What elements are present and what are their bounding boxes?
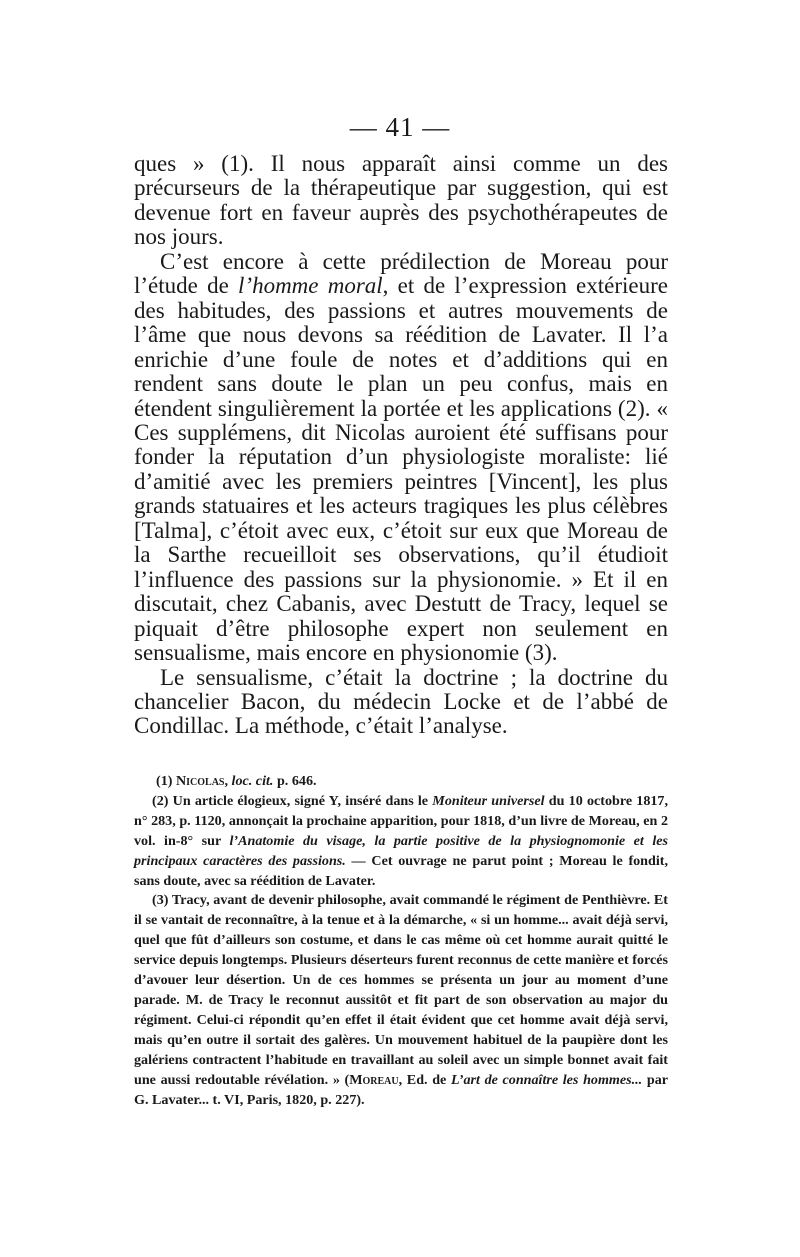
footnote-2 (134, 792, 668, 892)
paragraph-1: ques » (1). Il nous apparaît ainsi comme un des précurseurs de la thérapeutique par suggestion, qui est devenue fort en faveur auprès des psychothérapeutes de nos jours. (134, 151, 668, 250)
footnote-3-author: Moreau (349, 1071, 399, 1088)
footnote-1-marker: (1) (156, 773, 176, 789)
footnote-3-text-a: (3) Tracy, avant de devenir philosophe, avait commandé le régiment de Penthièvre. Et il se vantait de reconnaître, à la tenue et à la démarche, « si un homme... avait déjà servi, quel que fût d’ailleurs son costume, et dans le cas même où cet homme aurait quitté le service depuis longtemps. Plusieurs déserteurs furent reconnus de cette manière et forcés d’avouer leur désertion. Un de ces hommes se présenta un jour au moment d’une parade. M. de Tracy le reconnut aussitôt et fit part de son observation au major du régiment. Celui-ci répondit qu’en effet il était évident que cet homme avait déjà servi, mais qu’en outre il sortait des galères. Un mouvement habituel de la paupière dont les galériens contractent l’habitude en travaillant au soleil avec un simple bonnet avait fait une aussi redoutable révélation. » ( (134, 892, 668, 1088)
footnote-1-author: Nicolas, (175, 773, 229, 789)
footnote-2-text-c: — Cet ouvrage ne parut point ; Moreau le fondit, sans doute, avec sa réédition de Lavater. (134, 852, 668, 889)
footnote-1-ref: loc. cit. (231, 773, 274, 789)
footnote-2-text-b: du 10 octobre 1817, n° 283, p. 1120, annonçait la prochaine apparition, pour 1818, d’un livre de Moreau, en 2 vol. in-8° sur (134, 792, 668, 849)
footnote-3-italic: L’art de connaître les hommes... (450, 1071, 643, 1088)
paragraph-2 (134, 250, 668, 666)
paragraph-2-text-a: C’est encore à cette prédilection de Moreau pour l’étude de (134, 248, 668, 299)
footnote-1 (134, 772, 668, 792)
page-number: — 41 — (349, 112, 451, 142)
footnote-2-italic-a: Moniteur universel (432, 792, 545, 809)
footnote-1-page: p. 646. (273, 773, 317, 789)
footnotes (134, 772, 668, 1110)
footnote-3-text-c: par G. Lavater... t. VI, Paris, 1820, p. 227). (134, 1071, 668, 1108)
footnote-3 (134, 891, 668, 1110)
footnote-2-text-a: (2) Un article élogieux, signé Y, inséré dans le (152, 792, 433, 809)
paragraph-3: Le sensualisme, c’était la doctrine ; la doctrine du chancelier Bacon, du médecin Locke et de l’abbé de Condillac. La méthode, c’était l’analyse. (134, 664, 668, 739)
paragraph-2-text-b: , et de l’expression extérieure des habitudes, des passions et autres mouvements de l’âme que nous devons sa réédition de Lavater. Il l’a enrichie d’une foule de notes et d’additions qui en rendent sans doute le plan un peu confus, mais en étendent singulièrement la portée et les applications (2). « Ces supplémens, dit Nicolas auroient été suffisans pour fonder la réputation d’un physiologiste moraliste: lié d’amitié avec les premiers peintres [Vincent], les plus grands statuaires et les acteurs tragiques les plus célèbres [Talma], c’étoit avec eux, c’étoit sur eux que Moreau de la Sarthe recueilloit ses observations, qu’il étudioit l’influence des passions sur la physionomie. » Et il en discutait, chez Cabanis, avec Destutt de Tracy, lequel se piquait d’être philosophe expert non seulement en sensualisme, mais encore en physionomie (3). (134, 273, 668, 666)
main-text (134, 152, 668, 739)
footnote-2-italic-b: l’Anatomie du visage, la partie positive de la physiognomonie et les principaux caractères des passions. (134, 832, 669, 869)
footnote-3-text-b: , Ed. de (398, 1071, 451, 1088)
paragraph-2-italic: l’homme moral (238, 273, 383, 299)
